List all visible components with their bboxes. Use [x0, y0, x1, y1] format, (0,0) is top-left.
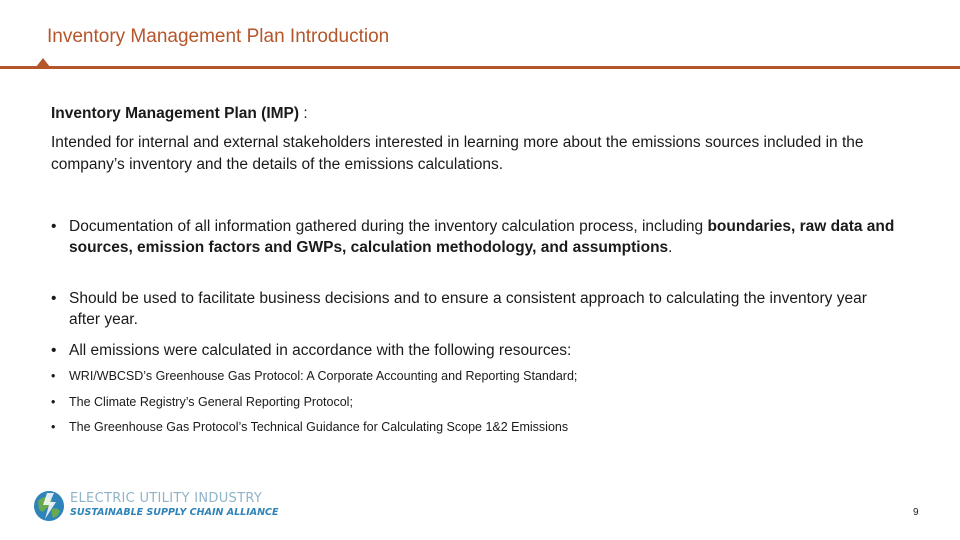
bullet-documentation-suffix: .: [668, 239, 673, 256]
intro-heading-suffix: :: [299, 105, 308, 122]
bullet-item-resources: • All emissions were calculated in accordance with the following resources:: [51, 340, 901, 361]
alliance-logo: [32, 489, 279, 523]
bullet-list-6: [51, 419, 901, 435]
slide-title: Inventory Management Plan Introduction: [47, 26, 390, 47]
bullet-list-4: [51, 368, 901, 384]
intro-heading: [51, 104, 911, 124]
logo-line-1: ELECTRIC UTILITY INDUSTRY: [70, 491, 263, 506]
bullet-list-3: [51, 340, 901, 361]
bullet-documentation-bold: boundaries, raw data and sources, emission factors and GWPs, calculation methodology, and assumptions: [69, 218, 895, 256]
intro-text: Intended for internal and external stakeholders interested in learning more about the emissions sources included in the company’s inventory and the details of the emissions calculations.: [51, 134, 864, 173]
bullet-list-5: [51, 394, 901, 410]
title-rule: [0, 66, 960, 69]
bullet-item-technical-guidance: • The Greenhouse Gas Protocol’s Technical Guidance for Calculating Scope 1&2 Emissions: [51, 419, 901, 435]
intro-section: [51, 104, 911, 176]
bullet-list-2: [51, 288, 901, 330]
bullet-list-1: [51, 216, 901, 258]
bullet-item-business-decisions: • Should be used to facilitate business decisions and to ensure a consistent approach to calculating the inventory year after year.: [51, 288, 901, 330]
bullet-documentation-prefix: Documentation of all information gathered during the inventory calculation process, including: [69, 218, 708, 235]
page-number: 9: [913, 507, 919, 518]
bullet-item-climate-registry: • The Climate Registry’s General Reporting Protocol;: [51, 394, 901, 410]
logo-line-2: SUSTAINABLE SUPPLY CHAIN ALLIANCE: [70, 507, 279, 518]
globe-icon: [32, 489, 66, 523]
bullet-item-documentation: [51, 216, 901, 258]
intro-heading-bold: Inventory Management Plan (IMP): [51, 105, 300, 122]
bullet-item-ghg-protocol: • WRI/WBCSD’s Greenhouse Gas Protocol: A Corporate Accounting and Reporting Standard;: [51, 368, 901, 384]
